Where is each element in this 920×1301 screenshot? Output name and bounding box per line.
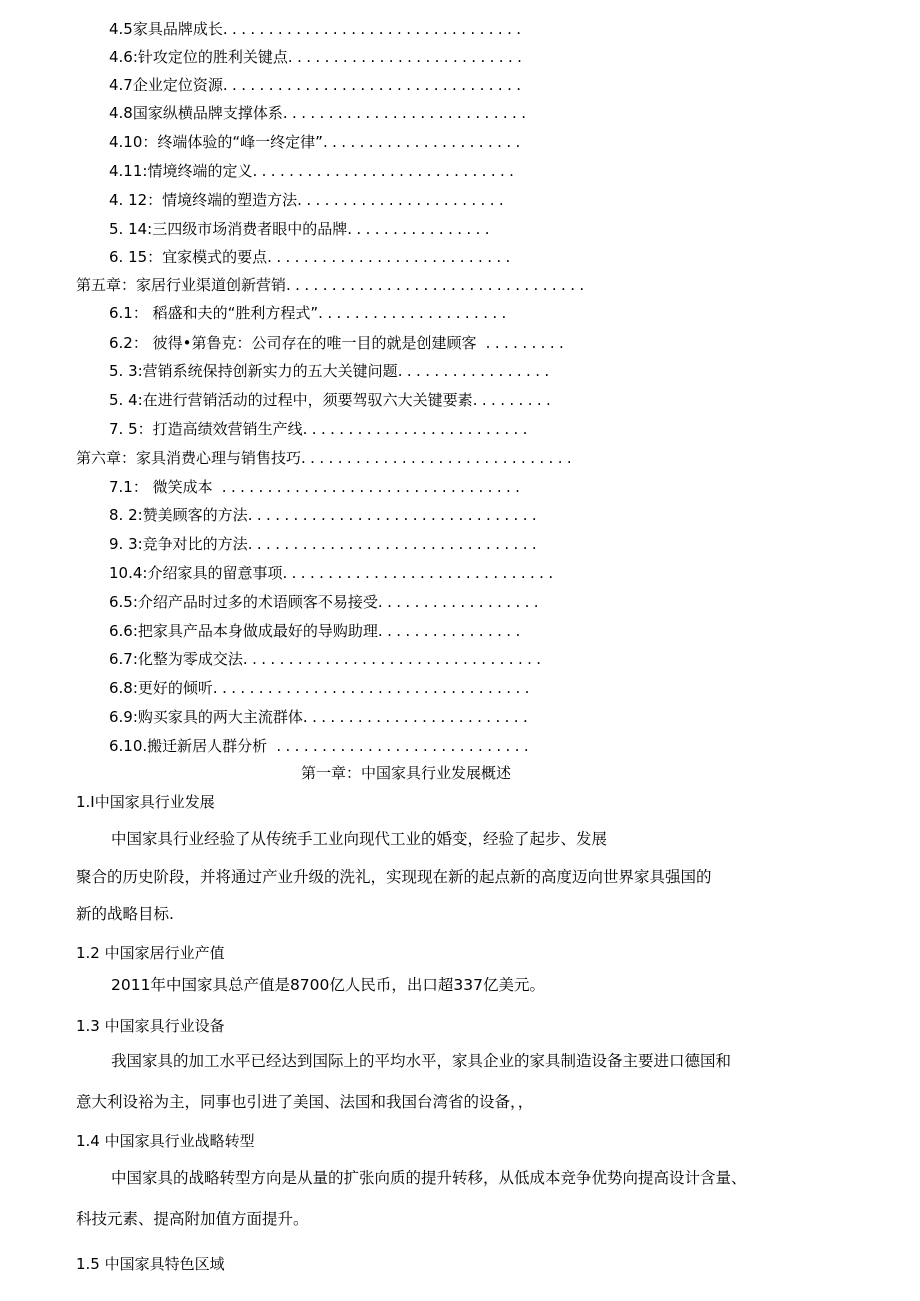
- toc-leader: ...........................: [282, 104, 531, 122]
- toc-leader: .....................: [318, 304, 511, 322]
- toc-leader: ...................................: [212, 679, 534, 697]
- section-heading: 1.I中国家具行业发展: [76, 793, 215, 811]
- section-heading: 1.5 中国家具特色区域: [76, 1255, 225, 1273]
- toc-label: 7. 5：打造高绩效营销生产线: [109, 420, 303, 438]
- toc-leader: .............................: [252, 162, 519, 180]
- toc-label: 4.5家具品牌成长: [109, 20, 223, 38]
- toc-label: 4.6:针攻定位的胜利关键点: [109, 48, 288, 66]
- toc-item[interactable]: [109, 46, 526, 68]
- toc-label: 8. 2:赞美顾客的方法: [109, 506, 248, 524]
- toc-item[interactable]: [109, 591, 543, 613]
- toc-label: 6.6:把家具产品本身做成最好的导购助理: [109, 622, 378, 640]
- section-heading: 1.3 中国家具行业设备: [76, 1017, 225, 1035]
- toc-leader: ..............................: [301, 449, 577, 467]
- toc-label: 5. 3:营销系统保持创新实力的五大关键问题: [109, 362, 398, 380]
- toc-item[interactable]: [109, 18, 525, 40]
- toc-label: 5. 4:在进行营销活动的过程中，须要驾驭六大关键要素: [109, 391, 473, 409]
- toc-leader: ..............................: [282, 564, 558, 582]
- toc-label: 6.7:化整为零成交法: [109, 650, 243, 668]
- toc-item[interactable]: [109, 332, 568, 354]
- section-heading: 1.4 中国家具行业战略转型: [76, 1132, 255, 1150]
- toc-item[interactable]: [109, 302, 511, 324]
- toc-item[interactable]: [109, 677, 534, 699]
- toc-leader: ..........................: [287, 48, 527, 66]
- toc-chapter[interactable]: [76, 447, 576, 469]
- paragraph-line: 聚合的历史阶段，并将通过产业升级的洗礼，实现现在新的起点新的高度迈向世界家具强国的: [76, 868, 712, 886]
- toc-label: 4.8国家纵横品牌支撑体系: [109, 104, 283, 122]
- toc-label: 7.1： 微笑成本: [109, 478, 213, 496]
- toc-leader: ............................: [267, 737, 534, 755]
- toc-item[interactable]: [109, 706, 532, 728]
- toc-leader: .........................: [302, 420, 532, 438]
- toc-item[interactable]: [109, 160, 518, 182]
- toc-leader: .................................: [242, 650, 546, 668]
- toc-label: 第五章：家居行业渠道创新营销: [76, 276, 287, 294]
- toc-item[interactable]: [109, 418, 532, 440]
- toc-label: 6.10.搬迁新居人群分析: [109, 737, 268, 755]
- toc-leader: ...........................: [267, 248, 515, 266]
- toc-item[interactable]: [109, 218, 494, 240]
- paragraph-line: 2011年中国家具总产值是8700亿人民币，出口超337亿美元。: [111, 976, 545, 994]
- toc-label: 6.2： 彼得•第鲁克：公司存在的唯一目的就是创建顾客: [109, 334, 477, 352]
- toc-leader: ................................: [247, 506, 542, 524]
- toc-item[interactable]: [109, 74, 525, 96]
- paragraph-line: 科技元素、提高附加值方面提升。: [76, 1210, 309, 1228]
- section-heading: 1.2 中国家居行业产值: [76, 944, 225, 962]
- toc-item[interactable]: [109, 476, 524, 498]
- toc-leader: .........: [476, 334, 569, 352]
- toc-leader: ................: [347, 220, 494, 238]
- toc-item[interactable]: [109, 620, 525, 642]
- toc-leader: ..................: [377, 593, 543, 611]
- toc-label: 4.10：终端体验的“峰一终定律”: [109, 133, 323, 151]
- toc-label: 6. 15：宜家模式的要点: [109, 248, 268, 266]
- toc-leader: .................................: [222, 76, 526, 94]
- toc-label: 第六章：家具消费心理与销售技巧: [76, 449, 302, 467]
- toc-leader: .................................: [222, 20, 526, 38]
- toc-label: 6.5:介绍产品时过多的术语顾客不易接受: [109, 593, 378, 611]
- toc-item[interactable]: [109, 562, 558, 584]
- toc-label: 9. 3:竞争对比的方法: [109, 535, 248, 553]
- toc-item[interactable]: [109, 102, 530, 124]
- toc-leader: .................: [397, 362, 554, 380]
- toc-leader: .......................: [297, 191, 509, 209]
- toc-leader: .........: [472, 391, 556, 409]
- toc-item[interactable]: [109, 533, 541, 555]
- paragraph-line: 中国家具的战略转型方向是从量的扩张向质的提升转移，从低成本竞争优势向提高设计含量、: [111, 1169, 747, 1187]
- toc-label: 5. 14:三四级市场消费者眼中的品牌: [109, 220, 348, 238]
- chapter-title: 第一章：中国家具行业发展概述: [301, 764, 512, 782]
- toc-label: 6.9:购买家具的两大主流群体: [109, 708, 303, 726]
- toc-item[interactable]: [109, 648, 545, 670]
- toc-label: 4.11:情境终端的定义: [109, 162, 253, 180]
- toc-leader: ......................: [322, 133, 525, 151]
- toc-label: 10.4:介绍家具的留意事项: [109, 564, 283, 582]
- toc-chapter[interactable]: [76, 274, 589, 296]
- toc-leader: ................................: [247, 535, 542, 553]
- toc-item[interactable]: [109, 389, 555, 411]
- toc-label: 6.8:更好的倾听: [109, 679, 213, 697]
- toc-item[interactable]: [109, 735, 533, 757]
- paragraph-line: 我国家具的加工水平已经达到国际上的平均水平，家具企业的家具制造设备主要进口德国和: [111, 1052, 732, 1070]
- toc-leader: .................................: [286, 276, 589, 294]
- toc-label: 6.1： 稻盛和夫的“胜利方程式”: [109, 304, 319, 322]
- paragraph-line: 意大利设裕为主，同事也引进了美国、法国和我国台湾省的设备，，: [76, 1093, 534, 1111]
- paragraph-line: 新的战略目标.: [76, 905, 174, 923]
- toc-leader: ................: [377, 622, 525, 640]
- toc-item[interactable]: [109, 246, 515, 268]
- toc-label: 4.7企业定位资源: [109, 76, 223, 94]
- toc-leader: .................................: [212, 478, 525, 496]
- toc-label: 4. 12：情境终端的塑造方法: [109, 191, 298, 209]
- toc-item[interactable]: [109, 360, 554, 382]
- toc-leader: .........................: [302, 708, 533, 726]
- toc-item[interactable]: [109, 504, 541, 526]
- paragraph-line: 中国家具行业经验了从传统手工业向现代工业的婚变，经验了起步、发展: [111, 830, 608, 848]
- toc-item[interactable]: [109, 131, 525, 153]
- toc-item[interactable]: [109, 189, 508, 211]
